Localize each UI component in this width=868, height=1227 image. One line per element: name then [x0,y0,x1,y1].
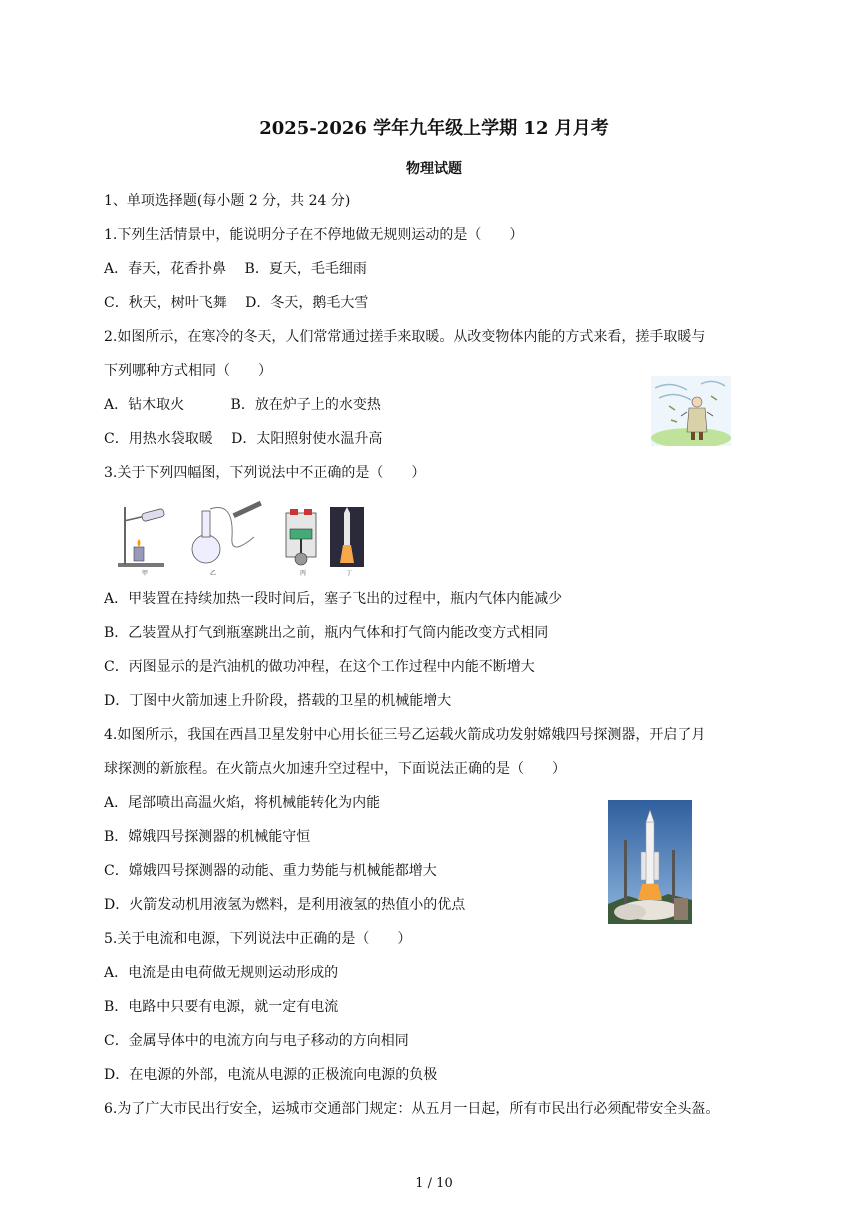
q3-figure-jia [118,507,165,577]
q2-stem-line1: 2.如图所示，在寒冷的冬天，人们常常通过搓手来取暖。从改变物体内能的方式来看，搓手取暖与 [104,329,706,345]
q4-option-c: C．嫦娥四号探测器的动能、重力势能与机械能都增大 [104,863,437,879]
page-subtitle: 物理试题 [406,161,462,177]
q4-stem-line1: 4.如图所示，我国在西昌卫星发射中心用长征三号乙运载火箭成功发射嫦娥四号探测器，开启了月 [104,727,706,743]
q3-figure-four-devices [114,497,370,577]
q3-figure-yi [192,501,262,577]
q3-figure-bing [286,509,316,577]
q3-option-d: D．丁图中火箭加速上升阶段，搭载的卫星的机械能增大 [104,693,452,709]
q1-stem: 1.下列生活情景中，能说明分子在不停地做无规则运动的是（ ） [104,227,524,243]
q4-option-b: B．嫦娥四号探测器的机械能守恒 [104,829,311,845]
q3-label-ding: 丁 [346,570,353,577]
q5-option-b: B．电路中只要有电源，就一定有电流 [104,999,339,1015]
q3-label-yi: 乙 [210,570,217,577]
q3-label-bing: 丙 [300,570,307,577]
q6-stem: 6.为了广大市民出行安全，运城市交通部门规定：从五月一日起，所有市民出行必须配带安全头盔。 [104,1101,720,1117]
section-heading: 1、单项选择题(每小题 2 分，共 24 分) [104,193,351,209]
q2-options-row2: C．用热水袋取暖 D．太阳照射使水温升高 [104,431,383,447]
q3-label-jia: 甲 [142,570,149,577]
q3-option-a: A．甲装置在持续加热一段时间后，塞子飞出的过程中，瓶内气体内能减少 [104,591,563,607]
q5-option-a: A．电流是由电荷做无规则运动形成的 [104,965,339,981]
q3-figure-ding [330,507,364,577]
q3-stem: 3.关于下列四幅图，下列说法中不正确的是（ ） [104,465,426,481]
page-number: 1 / 10 [415,1176,453,1191]
q2-options-row1: A．钻木取火 B．放在炉子上的水变热 [104,397,381,413]
q3-option-c: C．丙图显示的是汽油机的做功冲程，在这个工作过程中内能不断增大 [104,659,535,675]
q4-option-d: D．火箭发动机用液氢为燃料，是利用液氢的热值小的优点 [104,897,466,913]
q1-options-row1: A．春天，花香扑鼻 B．夏天，毛毛细雨 [104,261,367,277]
q2-figure-winter-person [651,376,731,446]
q4-option-a: A．尾部喷出高温火焰，将机械能转化为内能 [104,795,381,811]
q1-options-row2: C．秋天，树叶飞舞 D．冬天，鹅毛大雪 [104,295,369,311]
q3-option-b: B．乙装置从打气到瓶塞跳出之前，瓶内气体和打气筒内能改变方式相同 [104,625,549,641]
q5-stem: 5.关于电流和电源，下列说法中正确的是（ ） [104,931,412,947]
q5-option-d: D．在电源的外部，电流从电源的正极流向电源的负极 [104,1067,438,1083]
q2-stem-line2: 下列哪种方式相同（ ） [104,363,272,379]
q5-option-c: C．金属导体中的电流方向与电子移动的方向相同 [104,1033,409,1049]
q4-stem-line2: 球探测的新旅程。在火箭点火加速升空过程中，下面说法正确的是（ ） [104,761,566,777]
page-title: 2025-2026 学年九年级上学期 12 月月考 [259,118,609,139]
q4-figure-rocket-launch [608,800,692,924]
